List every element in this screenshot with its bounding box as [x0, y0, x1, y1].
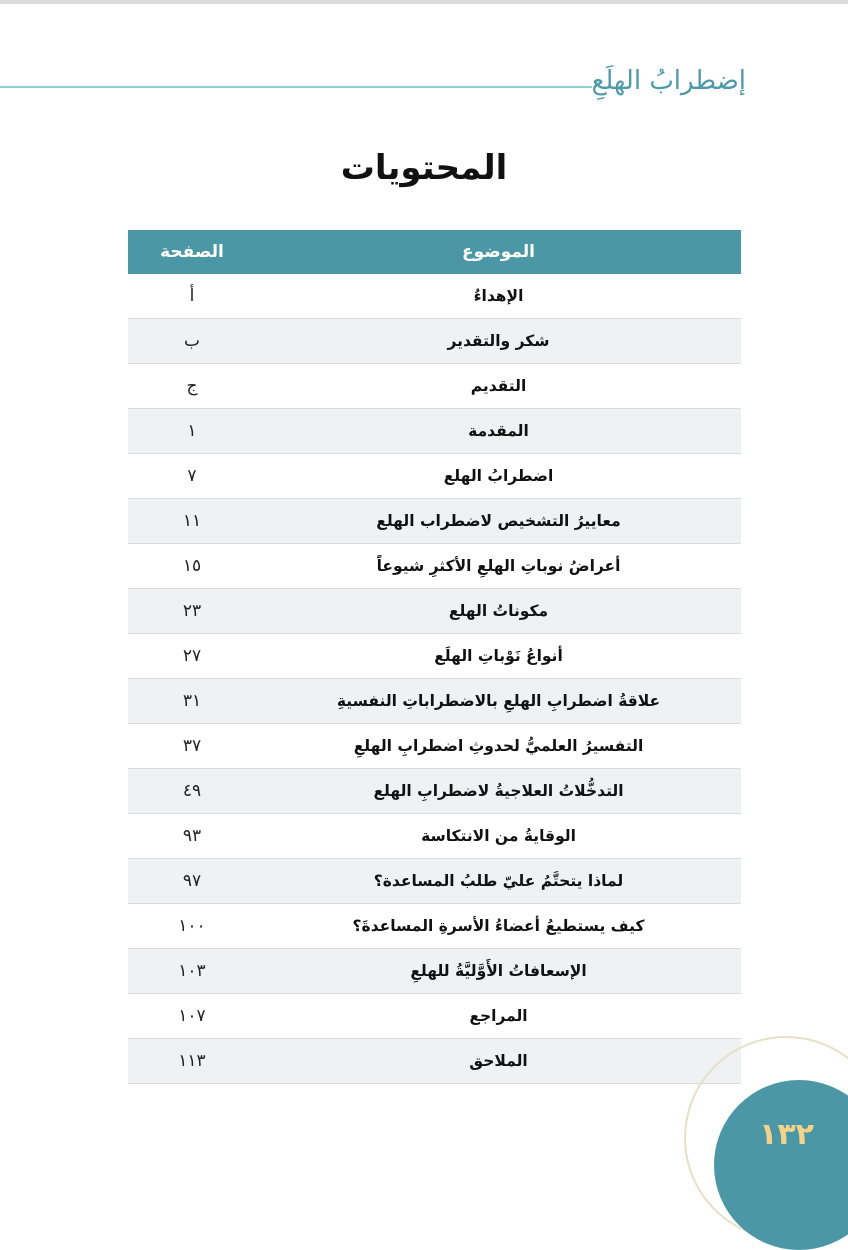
- row-page-number: ٣١: [182, 691, 202, 711]
- table-row: [128, 679, 741, 724]
- row-topic: الوقايةُ من الانتكاسة: [421, 827, 576, 845]
- table-row: [128, 409, 741, 454]
- row-topic: التقديم: [470, 377, 527, 395]
- row-topic: التفسيرُ العلميُّ لحدوثِ اضطرابِ الهلعِ: [353, 737, 644, 755]
- row-topic: شكر والتقدير: [447, 332, 550, 350]
- row-topic: اضطرابُ الهلع: [443, 467, 554, 485]
- row-page-number: ب: [183, 331, 200, 351]
- page-top-edge: [0, 0, 848, 4]
- row-page-number: ٩٧: [182, 871, 202, 891]
- page-number: ١٣٢: [759, 1117, 814, 1152]
- row-topic: كيف يستطيعُ أعضاءُ الأسرةِ المساعدةَ؟: [352, 917, 645, 935]
- running-header-title: إضطرابُ الهلَعِ: [591, 66, 746, 96]
- row-page-number: ٧: [187, 466, 197, 486]
- table-row: [128, 454, 741, 499]
- row-page-number: ٣٧: [182, 736, 202, 756]
- row-page-number: ١٠٧: [178, 1006, 206, 1026]
- table-row: [128, 1039, 741, 1084]
- row-topic: أنواعُ نَوْباتِ الهلَع: [434, 647, 563, 665]
- row-page-number: ج: [186, 376, 198, 396]
- row-topic: الإهداءُ: [473, 287, 524, 305]
- table-row: [128, 769, 741, 814]
- table-row: [128, 994, 741, 1039]
- contents-table-body: [128, 274, 741, 1084]
- table-row: [128, 904, 741, 949]
- row-topic: المراجع: [469, 1007, 528, 1025]
- row-topic: معاييرُ التشخيص لاضطراب الهلع: [376, 512, 621, 530]
- table-row: [128, 319, 741, 364]
- row-topic: أعراضُ نوباتِ الهلعِ الأكثرِ شيوعاً: [376, 557, 621, 575]
- contents-table-header: [128, 230, 741, 274]
- table-row: [128, 949, 741, 994]
- row-page-number: ١١٣: [178, 1051, 206, 1071]
- table-row: [128, 364, 741, 409]
- header-rule: [0, 86, 592, 88]
- table-row: [128, 724, 741, 769]
- row-topic: المقدمة: [468, 422, 529, 440]
- topic-column-header: الموضوع: [462, 242, 535, 262]
- row-page-number: ١: [187, 421, 197, 441]
- row-topic: التدخُّلاتُ العلاجيةُ لاضطرابِ الهلع: [373, 782, 624, 800]
- contents-table: [128, 230, 741, 1084]
- table-row: [128, 499, 741, 544]
- row-page-number: ٢٣: [182, 601, 202, 621]
- row-page-number: ٩٣: [182, 826, 202, 846]
- row-topic: الملاحق: [469, 1052, 528, 1070]
- row-page-number: ١٥: [182, 556, 202, 576]
- page-column-header: الصفحة: [160, 242, 224, 262]
- table-row: [128, 859, 741, 904]
- table-row: [128, 274, 741, 319]
- row-page-number: ٢٧: [182, 646, 202, 666]
- row-page-number: أ: [189, 286, 195, 306]
- table-row: [128, 544, 741, 589]
- table-row: [128, 814, 741, 859]
- row-topic: مكوناتُ الهلع: [448, 602, 549, 620]
- table-row: [128, 589, 741, 634]
- row-page-number: ٤٩: [182, 781, 202, 801]
- row-topic: لماذا يتحتَّمُ عليّ طلبُ المساعدة؟: [373, 872, 624, 890]
- row-page-number: ١١: [182, 511, 202, 531]
- row-page-number: ١٠٠: [178, 916, 206, 936]
- row-page-number: ١٠٣: [178, 961, 206, 981]
- page-title: المحتويات: [340, 148, 508, 188]
- row-topic: الإسعافاتُ الأَوَّليَّةُ للهلعِ: [410, 962, 587, 980]
- row-topic: علاقةُ اضطرابِ الهلعِ بالاضطراباتِ النفسيةِ: [336, 692, 661, 710]
- table-row: [128, 634, 741, 679]
